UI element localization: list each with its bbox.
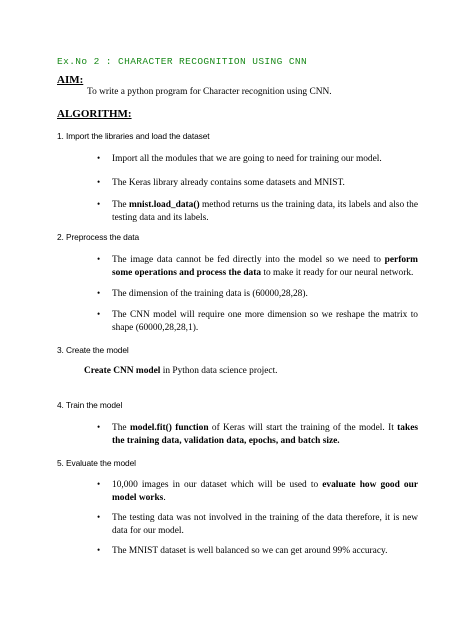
step-1-label: 1. Import the libraries and load the dataset <box>57 131 210 141</box>
aim-text: To write a python program for Character recognition using CNN. <box>87 87 332 97</box>
step-1-bullet-3: The mnist.load_data() method returns us the training data, its labels and also the testing data and its labels. <box>112 200 418 223</box>
step-5-bullet-3: The MNIST dataset is well balanced so we can get around 99% accuracy. <box>112 546 388 556</box>
bullet-marker: • <box>97 177 101 187</box>
step-4-label: 4. Train the model <box>57 400 123 410</box>
bullet-marker: • <box>97 199 101 209</box>
step-2-label: 2. Preprocess the data <box>57 232 140 242</box>
bullet-marker: • <box>97 309 101 319</box>
bullet-marker: • <box>97 545 101 555</box>
bullet-marker: • <box>97 254 101 264</box>
bullet-marker: • <box>97 422 101 432</box>
aim-heading: AIM: <box>57 74 84 86</box>
step-3-label: 3. Create the model <box>57 345 129 355</box>
bullet-marker: • <box>97 153 101 163</box>
bullet-marker: • <box>97 479 101 489</box>
step-5-bullet-2: The testing data was not involved in the training of the data therefore, it is new data for our model. <box>112 513 418 536</box>
step-5-bullet-1: 10,000 images in our dataset which will be used to evaluate how good our model works. <box>112 480 418 503</box>
step-4-bullet-1: The model.fit() function of Keras will start the training of the model. It takes the training data, validation data, epochs, and batch size. <box>112 423 419 446</box>
step-5-label: 5. Evaluate the model <box>57 458 136 468</box>
step-2-bullet-1: The image data cannot be fed directly into the model so we need to perform some operations and process the data to make it ready for our neural network. <box>112 255 418 278</box>
document-title: Ex.No 2 : CHARACTER RECOGNITION USING CNN <box>57 56 308 67</box>
step-2-bullet-2: The dimension of the training data is (60000,28,28). <box>112 289 308 299</box>
bullet-marker: • <box>97 512 101 522</box>
step-3-text: Create CNN model in Python data science project. <box>84 366 278 376</box>
step-2-bullet-3: The CNN model will require one more dimension so we reshape the matrix to shape (60000,28,28,1). <box>112 310 418 333</box>
algorithm-heading: ALGORITHM: <box>57 108 132 120</box>
step-1-bullet-2: The Keras library already contains some datasets and MNIST. <box>112 178 345 188</box>
step-1-bullet-1: Import all the modules that we are going to need for training our model. <box>112 154 382 164</box>
code-term: mnist.load_data() <box>129 200 200 210</box>
bullet-marker: • <box>97 288 101 298</box>
